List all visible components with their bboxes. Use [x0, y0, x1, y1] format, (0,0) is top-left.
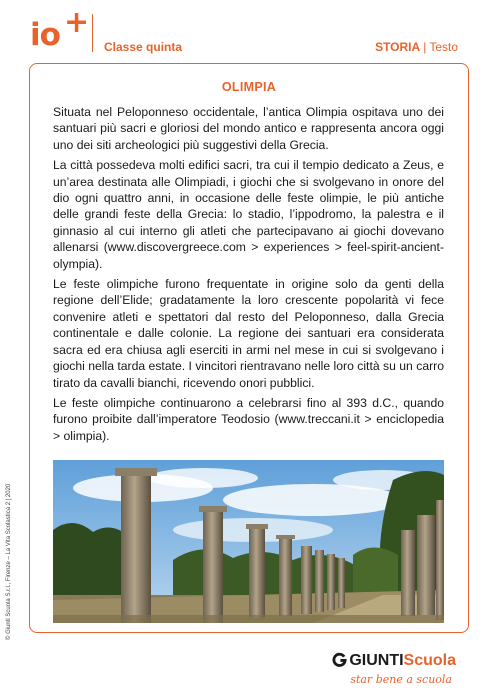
publisher-name — [332, 652, 456, 669]
giunti-g-icon — [332, 652, 347, 667]
logo-plus: + — [64, 5, 90, 40]
publisher-name-part2: Scuola — [403, 652, 456, 669]
header-divider — [92, 14, 93, 52]
logo-text: io — [30, 17, 60, 53]
class-label: Classe quinta — [104, 40, 183, 54]
paragraph: Le feste olimpiche continuarono a celebrarsi fino al 393 d.C., quando furono proibite dall’imperatore Teodosio (www.treccani.it > enciclopedia > olimpia). — [53, 395, 444, 443]
publisher-tagline: star bene a scuola — [350, 673, 452, 686]
subject-label — [375, 40, 458, 54]
paragraph: La città possedeva molti edifici sacri, tra cui il tempio dedicato a Zeus, e un’area destinata alle Olimpiadi, i giochi che si svolgevano in onore del dio ogni quattro anni, in occasione delle feste olimpie, le più antiche delle grandi feste della Grecia: lo stadio, l’ippodromo, la palestra e il ginnasio al cui interno gli atleti che partecipavano ai giochi dovevano allenarsi (www.discovergreece.com > experiences > feel-spirit-ancient-olympia). — [53, 158, 444, 271]
article-body — [53, 104, 444, 448]
subject-name: STORIA — [375, 40, 421, 54]
olympia-ruins-photo — [53, 460, 444, 623]
paragraph: Situata nel Peloponneso occidentale, l’antica Olimpia ospitava uno dei santuari più sacri e gloriosi del mondo antico e rappresenta ancora oggi uno dei siti archeologici più suggestivi della Grecia. — [53, 105, 444, 152]
subject-separator: | — [423, 40, 427, 54]
publisher-logo — [332, 652, 456, 686]
copyright-notice: © Giunti Scuola S.r.l., Firenze – La Vita Scolastica 2 | 2020 — [6, 483, 12, 640]
article-title: OLIMPIA — [221, 80, 277, 94]
ruins-illustration — [53, 460, 444, 623]
paragraph: Le feste olimpiche furono frequentate in origine solo da genti della regione dell’Elide; gradatamente la loro crescente popolarità vi fece convenire atleti e spettatori dal resto del Peloponneso, dalla Grecia continentale e dalle colonie. La regione dei santuari era considerata sacra ed era chiusa agli eserciti in armi nel mese in cui si svolgevano i giochi nella tarda estate. I vincitori rientravano nelle loro città su un carro tirato da cavalli bianchi, ricevendo onori pubblici. — [53, 277, 444, 390]
publisher-name-part1: GIUNTI — [349, 652, 404, 669]
subject-type: Testo — [429, 40, 458, 54]
